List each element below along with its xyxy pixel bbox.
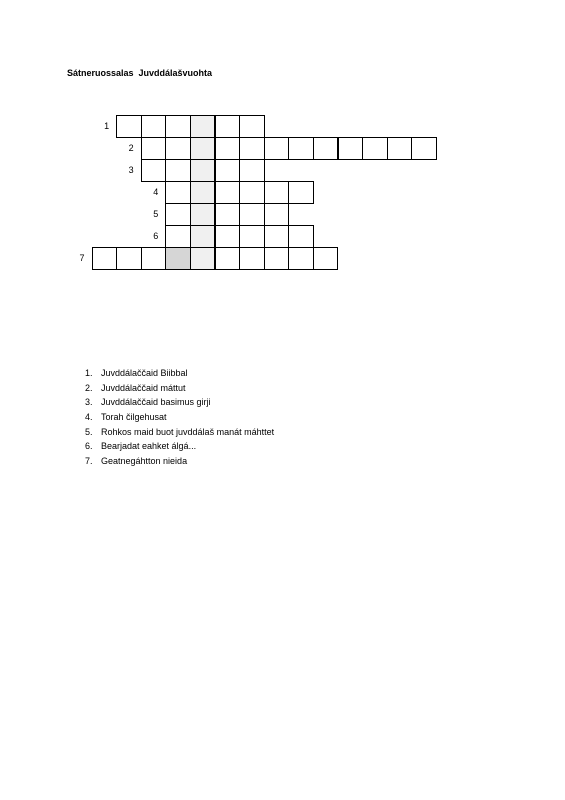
clue-number: 2.: [85, 382, 93, 393]
crossword-cell[interactable]: [362, 137, 388, 160]
row-number-7: 7: [79, 253, 85, 263]
crossword-cell[interactable]: [215, 181, 241, 204]
clue-text: Rohkos maid buot juvddálaš manát máhttet: [101, 426, 275, 437]
clue-item: [85, 410, 274, 425]
clue-item: [85, 425, 274, 440]
crossword-cell[interactable]: [264, 181, 290, 204]
crossword-cell[interactable]: [190, 159, 216, 182]
clue-number: 5.: [85, 426, 93, 437]
crossword-cell[interactable]: [239, 225, 265, 248]
crossword-cell[interactable]: [165, 225, 191, 248]
crossword-cell[interactable]: [165, 115, 191, 138]
crossword-cell[interactable]: [141, 115, 167, 138]
crossword-cell[interactable]: [190, 203, 216, 226]
crossword-cell[interactable]: [190, 137, 216, 160]
crossword-cell[interactable]: [313, 137, 339, 160]
crossword-cell[interactable]: [215, 203, 241, 226]
crossword-cell[interactable]: [116, 247, 142, 270]
row-number-6: 6: [153, 231, 159, 241]
crossword-cell[interactable]: [215, 115, 241, 138]
crossword-cell[interactable]: [141, 247, 167, 270]
clue-text: Geatnegáhtton nieida: [101, 456, 188, 467]
crossword-cell[interactable]: [387, 137, 413, 160]
clue-item: [85, 381, 274, 396]
row-number-4: 4: [153, 187, 159, 197]
crossword-cell[interactable]: [92, 247, 118, 270]
clue-text: Juvddálaččaid basimus girji: [101, 397, 211, 408]
crossword-cell[interactable]: [239, 159, 265, 182]
crossword-cell[interactable]: [411, 137, 437, 160]
clue-number: 7.: [85, 456, 93, 467]
crossword-cell[interactable]: [190, 247, 216, 270]
clue-text: Torah čilgehusat: [101, 412, 167, 423]
clue-item: [85, 366, 274, 381]
crossword-cell[interactable]: [215, 159, 241, 182]
crossword-cell[interactable]: [165, 159, 191, 182]
crossword-cell[interactable]: [190, 115, 216, 138]
clue-text: Juvddálaččaid máttut: [101, 382, 186, 393]
crossword-cell[interactable]: [288, 247, 314, 270]
crossword-cell[interactable]: [215, 225, 241, 248]
crossword-cell[interactable]: [239, 115, 265, 138]
crossword-cell[interactable]: [264, 225, 290, 248]
crossword-cell[interactable]: [239, 137, 265, 160]
clue-text: Bearjadat eahket álgá...: [101, 441, 197, 452]
crossword-cell[interactable]: [165, 137, 191, 160]
page-title: Sátneruossalas Juvddálašvuohta: [67, 68, 213, 78]
crossword-cell[interactable]: [215, 137, 241, 160]
crossword-cell[interactable]: [288, 137, 314, 160]
clue-text: Juvddálaččaid Biibbal: [101, 368, 188, 378]
row-number-1: 1: [104, 121, 110, 131]
crossword-cell[interactable]: [288, 181, 314, 204]
crossword-cell[interactable]: [215, 247, 241, 270]
crossword-cell[interactable]: [239, 203, 265, 226]
clue-number: 4.: [85, 412, 93, 423]
crossword-cell[interactable]: [239, 181, 265, 204]
crossword-cell[interactable]: [264, 247, 290, 270]
clue-number: 6.: [85, 441, 93, 452]
crossword-cell[interactable]: [264, 203, 290, 226]
crossword-cell[interactable]: [116, 115, 142, 138]
row-number-3: 3: [128, 165, 134, 175]
crossword-cell[interactable]: [190, 225, 216, 248]
crossword-cell[interactable]: [288, 225, 314, 248]
crossword-grid: [0, 0, 565, 300]
crossword-cell[interactable]: [165, 247, 191, 270]
clue-item: [85, 395, 274, 410]
crossword-cell[interactable]: [165, 181, 191, 204]
row-number-2: 2: [128, 143, 134, 153]
clue-item: [85, 454, 274, 469]
crossword-cell[interactable]: [313, 247, 339, 270]
clue-item: [85, 439, 274, 454]
clue-number: 1.: [85, 368, 93, 378]
row-number-5: 5: [153, 209, 159, 219]
crossword-cell[interactable]: [141, 159, 167, 182]
crossword-cell[interactable]: [165, 203, 191, 226]
crossword-cell[interactable]: [190, 181, 216, 204]
clue-list: [85, 366, 274, 469]
crossword-cell[interactable]: [239, 247, 265, 270]
crossword-cell[interactable]: [264, 137, 290, 160]
crossword-cell[interactable]: [141, 137, 167, 160]
crossword-cell[interactable]: [338, 137, 364, 160]
clue-number: 3.: [85, 397, 93, 408]
